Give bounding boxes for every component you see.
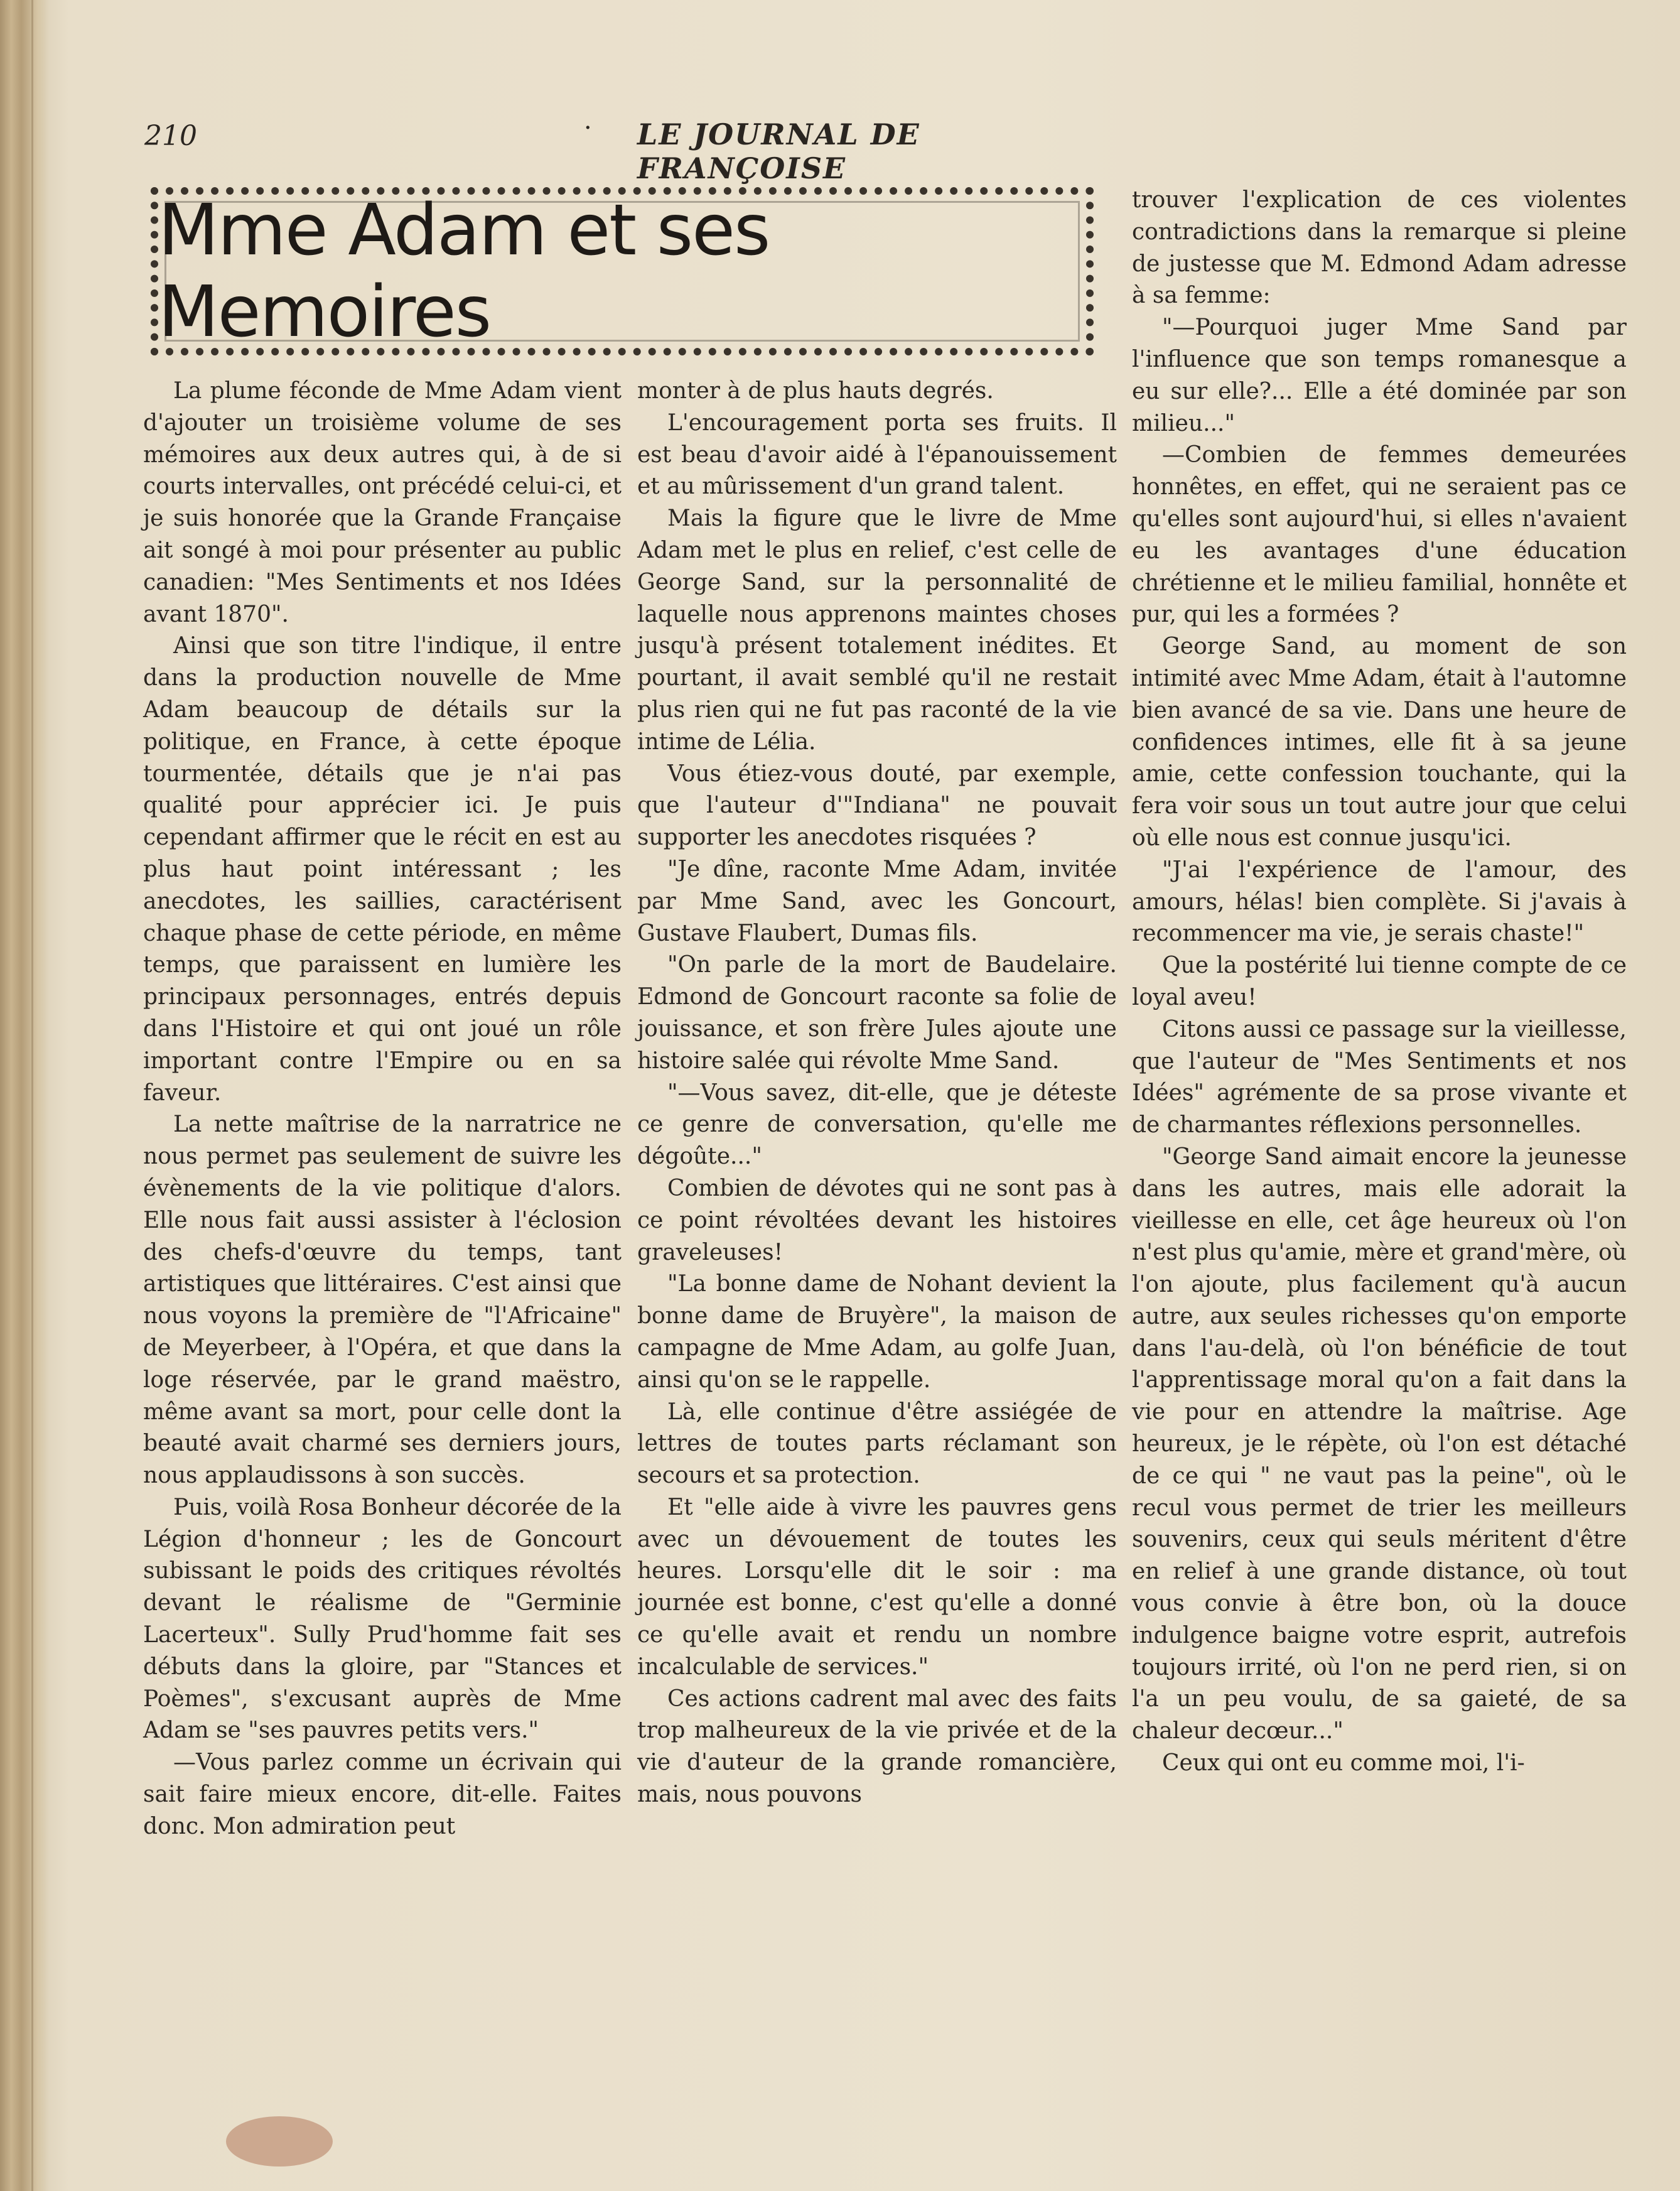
article-title: Mme Adam et ses Memoires [158,190,770,353]
binding-edge [31,0,33,2191]
page-stain [226,2116,333,2167]
paragraph: Puis, voilà Rosa Bonheur décorée de la Légion d'honneur ; les de Goncourt subissant le poids des critiques révoltés devant le réalisme de "Germinie Lacerteux". Sully Prud'homme fait ses débuts dans la gloire, par "Stances et Poèmes", s'excusant auprès de Mme Adam se "ses pauvres petits vers." [143,1494,622,1744]
paragraph: Mais la figure que le livre de Mme Adam met le plus en relief, c'est celle de George Sand, sur la personnalité de laquelle nous apprenons maintes choses jusqu'à présent totalement inédites. Et pourtant, il avait semblé qu'il ne restait plus rien qui ne fut pas raconté de la vie intime de Lélia. [637,506,1117,755]
paragraph: La nette maîtrise de la narratrice ne nous permet pas seulement de suivre les évènements de la vie politique d'alors. Elle nous fait aussi assister à l'éclosion des chefs-d'œuvre du temps, tant artistiques que littéraires. C'est ainsi que nous voyons la première de "l'Africaine" de Meyerbeer, à l'Opéra, et que dans la loge réservée, par le grand maëstro, même avant sa mort, pour celle dont la beauté avait charmé ses derniers jours, nous applaudissons à son succès. [143,1112,622,1489]
paragraph: "J'ai l'expérience de l'amour, des amours, hélas! bien complète. Si j'avais à recommencer ma vie, je serais chaste!" [1132,857,1627,947]
article-column-3 [1132,185,1627,2037]
paragraph: "—Vous savez, dit-elle, que je déteste ce genre de conversation, qu'elle me dégoûte..." [637,1079,1117,1170]
journal-title: LE JOURNAL DE FRANÇOISE [637,117,920,185]
paragraph: —Combien de femmes demeurées honnêtes, en effet, qui ne seraient pas ce qu'elles sont aujourd'hui, si elles n'avaient eu les avantages d'une éducation chrétienne et le milieu familial, honnête et pur, qui les a formées ? [1132,442,1627,628]
paragraph: Citons aussi ce passage sur la vieillesse, que l'auteur de "Mes Sentiments et nos Idées" agrémente de sa prose vivante et de charmantes réflexions personnelles. [1132,1016,1627,1139]
paragraph: Combien de dévotes qui ne sont pas à ce point révoltées devant les histoires graveleuses! [637,1175,1117,1265]
paragraph: L'encouragement porta ses fruits. Il est beau d'avoir aidé à l'épanouissement et au mûrissement d'un grand talent. [637,409,1117,500]
header-separator: · [584,114,592,143]
paragraph: Là, elle continue d'être assiégée de lettres de toutes parts réclamant son secours et sa protection. [637,1398,1117,1489]
page-header [144,114,1099,185]
paragraph: Et "elle aide à vivre les pauvres gens avec un dévouement de toutes les heures. Lorsqu'elle dit le soir : ma journée est bonne, c'est qu'elle a donné ce qu'elle avait et rendu un nombre incalculable de services." [637,1494,1117,1680]
paragraph: "On parle de la mort de Baudelaire. Edmond de Goncourt raconte sa folie de jouissance, et son frère Jules ajoute une histoire salée qui révolte Mme Sand. [637,952,1117,1074]
paragraph: "George Sand aimait encore la jeunesse dans les autres, mais elle adorait la vieillesse en elle, cet âge heureux où l'on n'est plus qu'amie, mère et grand'mère, où l'on ajoute, plus facilement qu'à aucun autre, aux seules richesses qu'on emporte dans l'au-delà, où l'on bénéficie de tout l'apprentissage moral qu'on a fait dans la vie pour en attendre la maîtrise. Age heureux, je le répète, où l'on est détaché de ce qui " ne vaut pas la peine", où le recul vous permet de trier les meilleurs souvenirs, ceux qui seuls méritent d'être en relief à une grande distance, où tout vous convie à être bon, où la douce indulgence baigne votre esprit, autrefois toujours irrité, où l'on ne perd rien, si on l'a un peu voulu, de sa gaieté, de sa chaleur decœur..." [1132,1144,1627,1745]
paragraph: Ceux qui ont eu comme moi, l'i- [1162,1750,1525,1777]
article-column-1 [143,376,622,2033]
paragraph: Ainsi que son titre l'indique, il entre dans la production nouvelle de Mme Adam beaucoup de détails sur la politique, en France, à cette époque tourmentée, détails que je n'ai pas qualité pour apprécier ici. Je puis cependant affirmer que le récit en est au plus haut point intéressant ; les anecdotes, les saillies, caractérisent chaque phase de cette période, en même temps, que paraissent en lumière les principaux personnages, entrés depuis dans l'Histoire et qui ont joué un rôle important contre l'Empire ou en sa faveur. [143,633,622,1106]
paragraph: George Sand, au moment de son intimité avec Mme Adam, était à l'automne bien avancé de sa vie. Dans une heure de confidences intimes, elle fit à sa jeune amie, cette confession touchante, qui la fera voir sous un tout autre jour que celui où elle nous est connue jusqu'ici. [1132,634,1627,851]
paragraph: —Vous parlez comme un écrivain qui sait faire mieux encore, dit-elle. Faites donc. Mon admiration peut [143,1750,622,1839]
paragraph: "La bonne dame de Nohant devient la bonne dame de Bruyère", la maison de campagne de Mme Adam, au golfe Juan, ainsi qu'on se le rappelle. [637,1271,1117,1393]
paragraph-continued: trouver l'explication de ces violentes contradictions dans la remarque si pleine de justesse que M. Edmond Adam adresse à sa femme: [1132,187,1627,309]
paragraph: "Je dîne, raconte Mme Adam, invitée par Mme Sand, avec les Goncourt, Gustave Flaubert, Dumas fils. [637,856,1117,946]
paragraph: Que la postérité lui tienne compte de ce loyal aveu! [1132,953,1627,1010]
page-binding [0,0,49,2191]
article-column-2 [637,376,1117,2033]
paragraph-continued: monter à de plus hauts degrés. [637,378,994,404]
page-number: 210 [144,120,197,152]
paragraph: "—Pourquoi juger Mme Sand par l'influence que son temps romanesque a eu sur elle?... Elle a été dominée par son milieu..." [1132,315,1627,436]
paragraph: Vous étiez-vous douté, par exemple, que l'auteur d'"Indiana" ne pouvait supporter les anecdotes risquées ? [637,760,1117,851]
paragraph: Ces actions cadrent mal avec des faits trop malheureux de la vie privée et de la vie d'auteur de la grande romancière, mais, nous pouvons [637,1685,1117,1808]
title-frame [151,187,1094,355]
paragraph: La plume féconde de Mme Adam vient d'ajouter un troisième volume de ses mémoires aux deux autres qui, à de si courts intervalles, ont précédé celui-ci, et je suis honorée que la Grande Française ait songé à moi pour présenter au public canadien: "Mes Sentiments et nos Idées avant 1870". [143,378,622,627]
